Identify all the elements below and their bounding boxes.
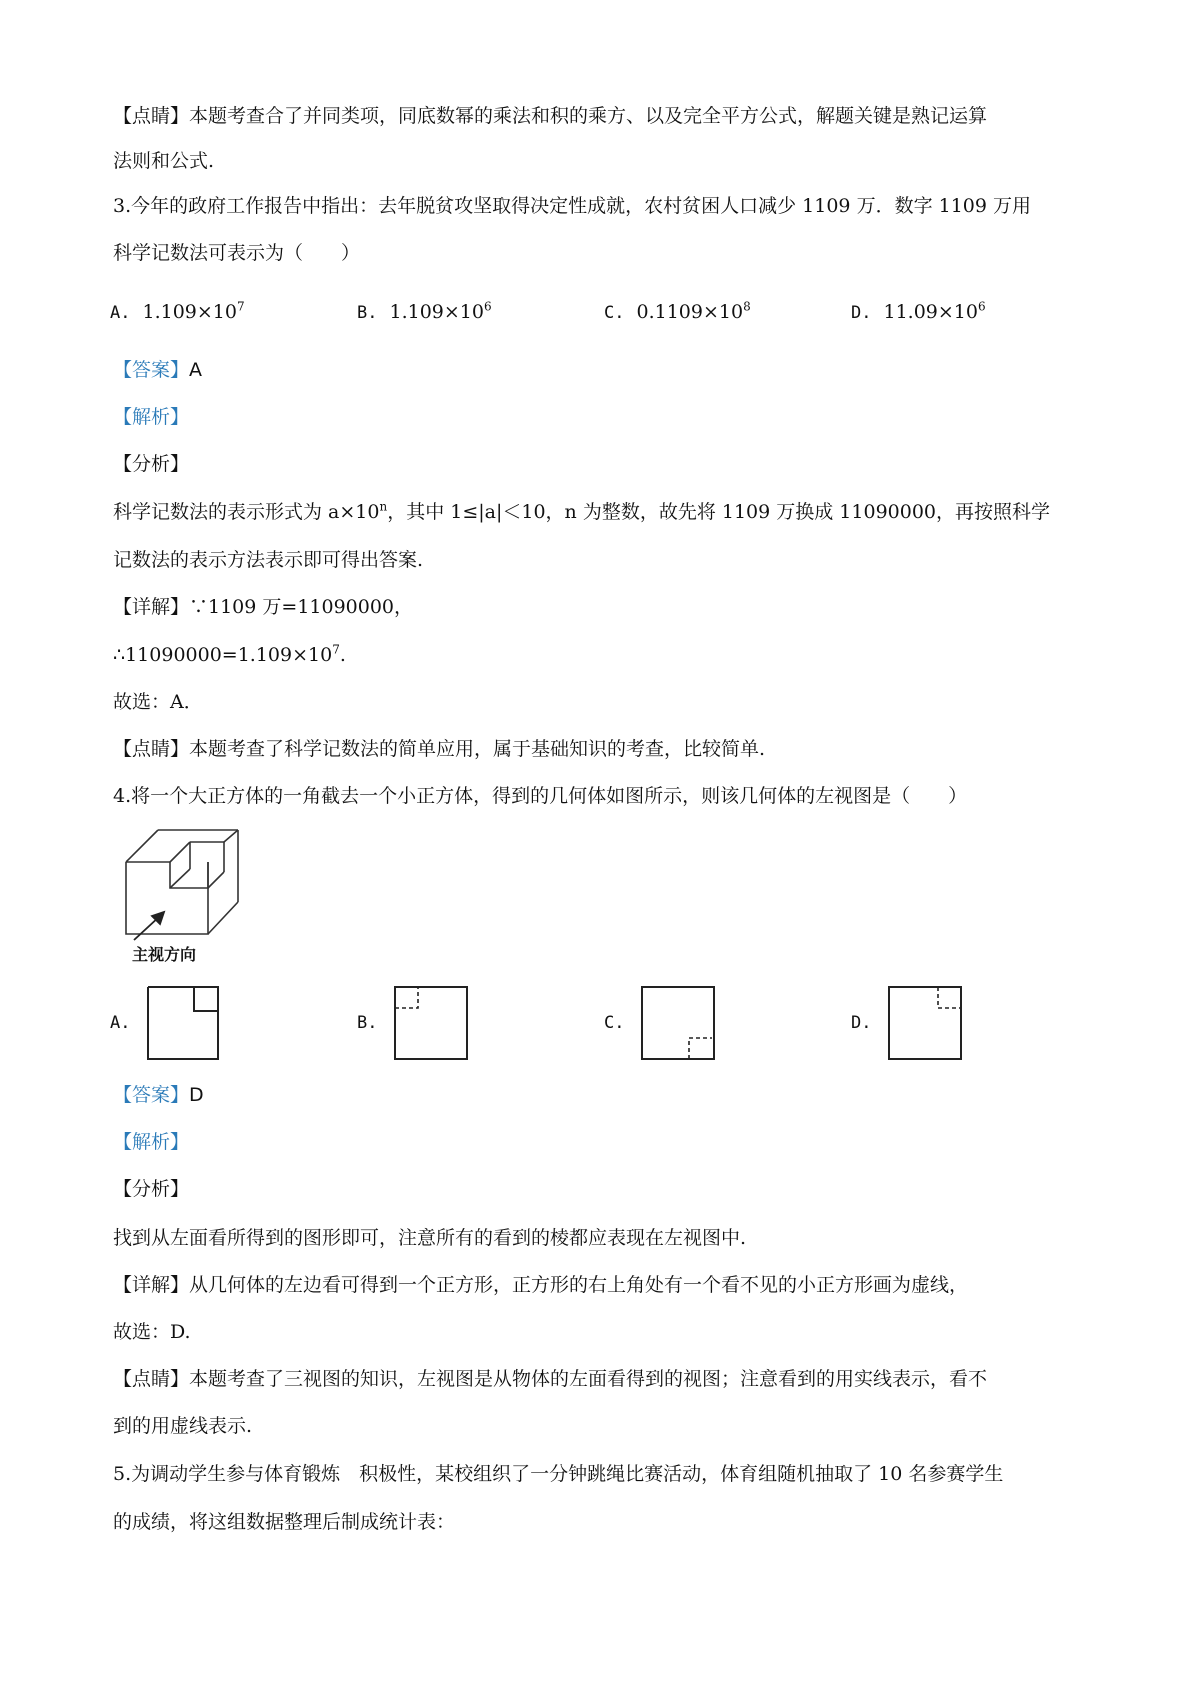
q3-stem-line2: 科学记数法可表示为（ ） [113,242,361,264]
q3-option-d: D. $11.09\times 10^6$ [851,299,986,323]
answer-tag: 【答案】 [113,1084,190,1106]
q4-option-c-figure [641,986,717,1060]
q4-option-a-label: A. [110,1013,131,1033]
q4-option-d-figure [888,986,964,1060]
q4-answer [113,1083,204,1107]
figure-caption: 主视方向 [132,945,197,964]
q4-comment-line2: 到的用虚线表示. [113,1415,253,1437]
q4-option-a-figure [147,986,223,1060]
q4-jiexi-tag: 【解析】 [113,1131,190,1153]
q3-analysis-line2: 记数法的表示方法表示即可得出答案. [113,549,424,571]
view-direction-arrow [134,912,164,940]
q4-option-c-label: C. [604,1013,625,1033]
q3-answer [113,358,202,382]
q3-stem-line1: 3.今年的政府工作报告中指出：去年脱贫攻坚取得决定性成就，农村贫困人口减少 1109 万．数字 1109 万用 [113,195,1031,217]
q3-option-a: A. $1.109\times 10^7$ [110,299,245,323]
q5-stem-line2: 的成绩，将这组数据整理后制成统计表： [113,1511,456,1533]
q5-stem-line1: 5.为调动学生参与体育锻炼 积极性，某校组织了一分钟跳绳比赛活动，体育组随机抽取了 10 名参赛学生 [113,1463,1004,1485]
q3-analysis-line1: 科学记数法的表示形式为 $a\times 10^n$，其中 1≤|a|＜10，n 为整数，故先将 1109 万换成 11090000，再按照科学 [113,499,1051,523]
q4-analysis: 找到从左面看所得到的图形即可，注意所有的看到的棱都应表现在左视图中. [113,1227,747,1249]
q4-fenxi-tag: 【分析】 [113,1178,190,1200]
cube-outline [126,830,238,934]
q4-stem: 4.将一个大正方体的一角截去一个小正方体，得到的几何体如图所示，则该几何体的左视图是（ ） [113,785,968,807]
q3-detail-line2: $\therefore 11090000=1.109\times 10^7$. [113,642,346,666]
cube-figure [118,822,258,964]
answer-value: D [189,1084,204,1106]
q2-comment-line1: 【点睛】本题考查合了并同类项，同底数幂的乘法和积的乘方、以及完全平方公式，解题关键是熟记运算 [113,105,988,127]
answer-value: A [189,359,203,381]
q4-detail: 【详解】从几何体的左边看可得到一个正方形，正方形的右上角处有一个看不见的小正方形画为虚线， [113,1274,969,1296]
q4-comment-line1: 【点睛】本题考查了三视图的知识，左视图是从物体的左面看得到的视图；注意看到的用实线表示，看不 [113,1368,988,1390]
q4-option-b-label: B. [357,1013,378,1033]
q4-option-b-figure [394,986,470,1060]
q3-fenxi-tag: 【分析】 [113,453,190,475]
q2-comment-line2: 法则和公式. [113,150,215,172]
q3-option-b: B. $1.109\times 10^6$ [357,299,492,323]
q4-choose: 故选：D. [113,1321,191,1343]
q3-option-c: C. $0.1109\times 10^8$ [604,299,751,323]
q3-jiexi-tag: 【解析】 [113,406,190,428]
q3-comment: 【点睛】本题考查了科学记数法的简单应用，属于基础知识的考查，比较简单. [113,738,766,760]
answer-tag: 【答案】 [113,359,190,381]
q4-option-d-label: D. [851,1013,872,1033]
q3-choose: 故选：A． [113,691,203,713]
q3-detail-line1: 【详解】∵1109 万=11090000， [113,596,414,618]
